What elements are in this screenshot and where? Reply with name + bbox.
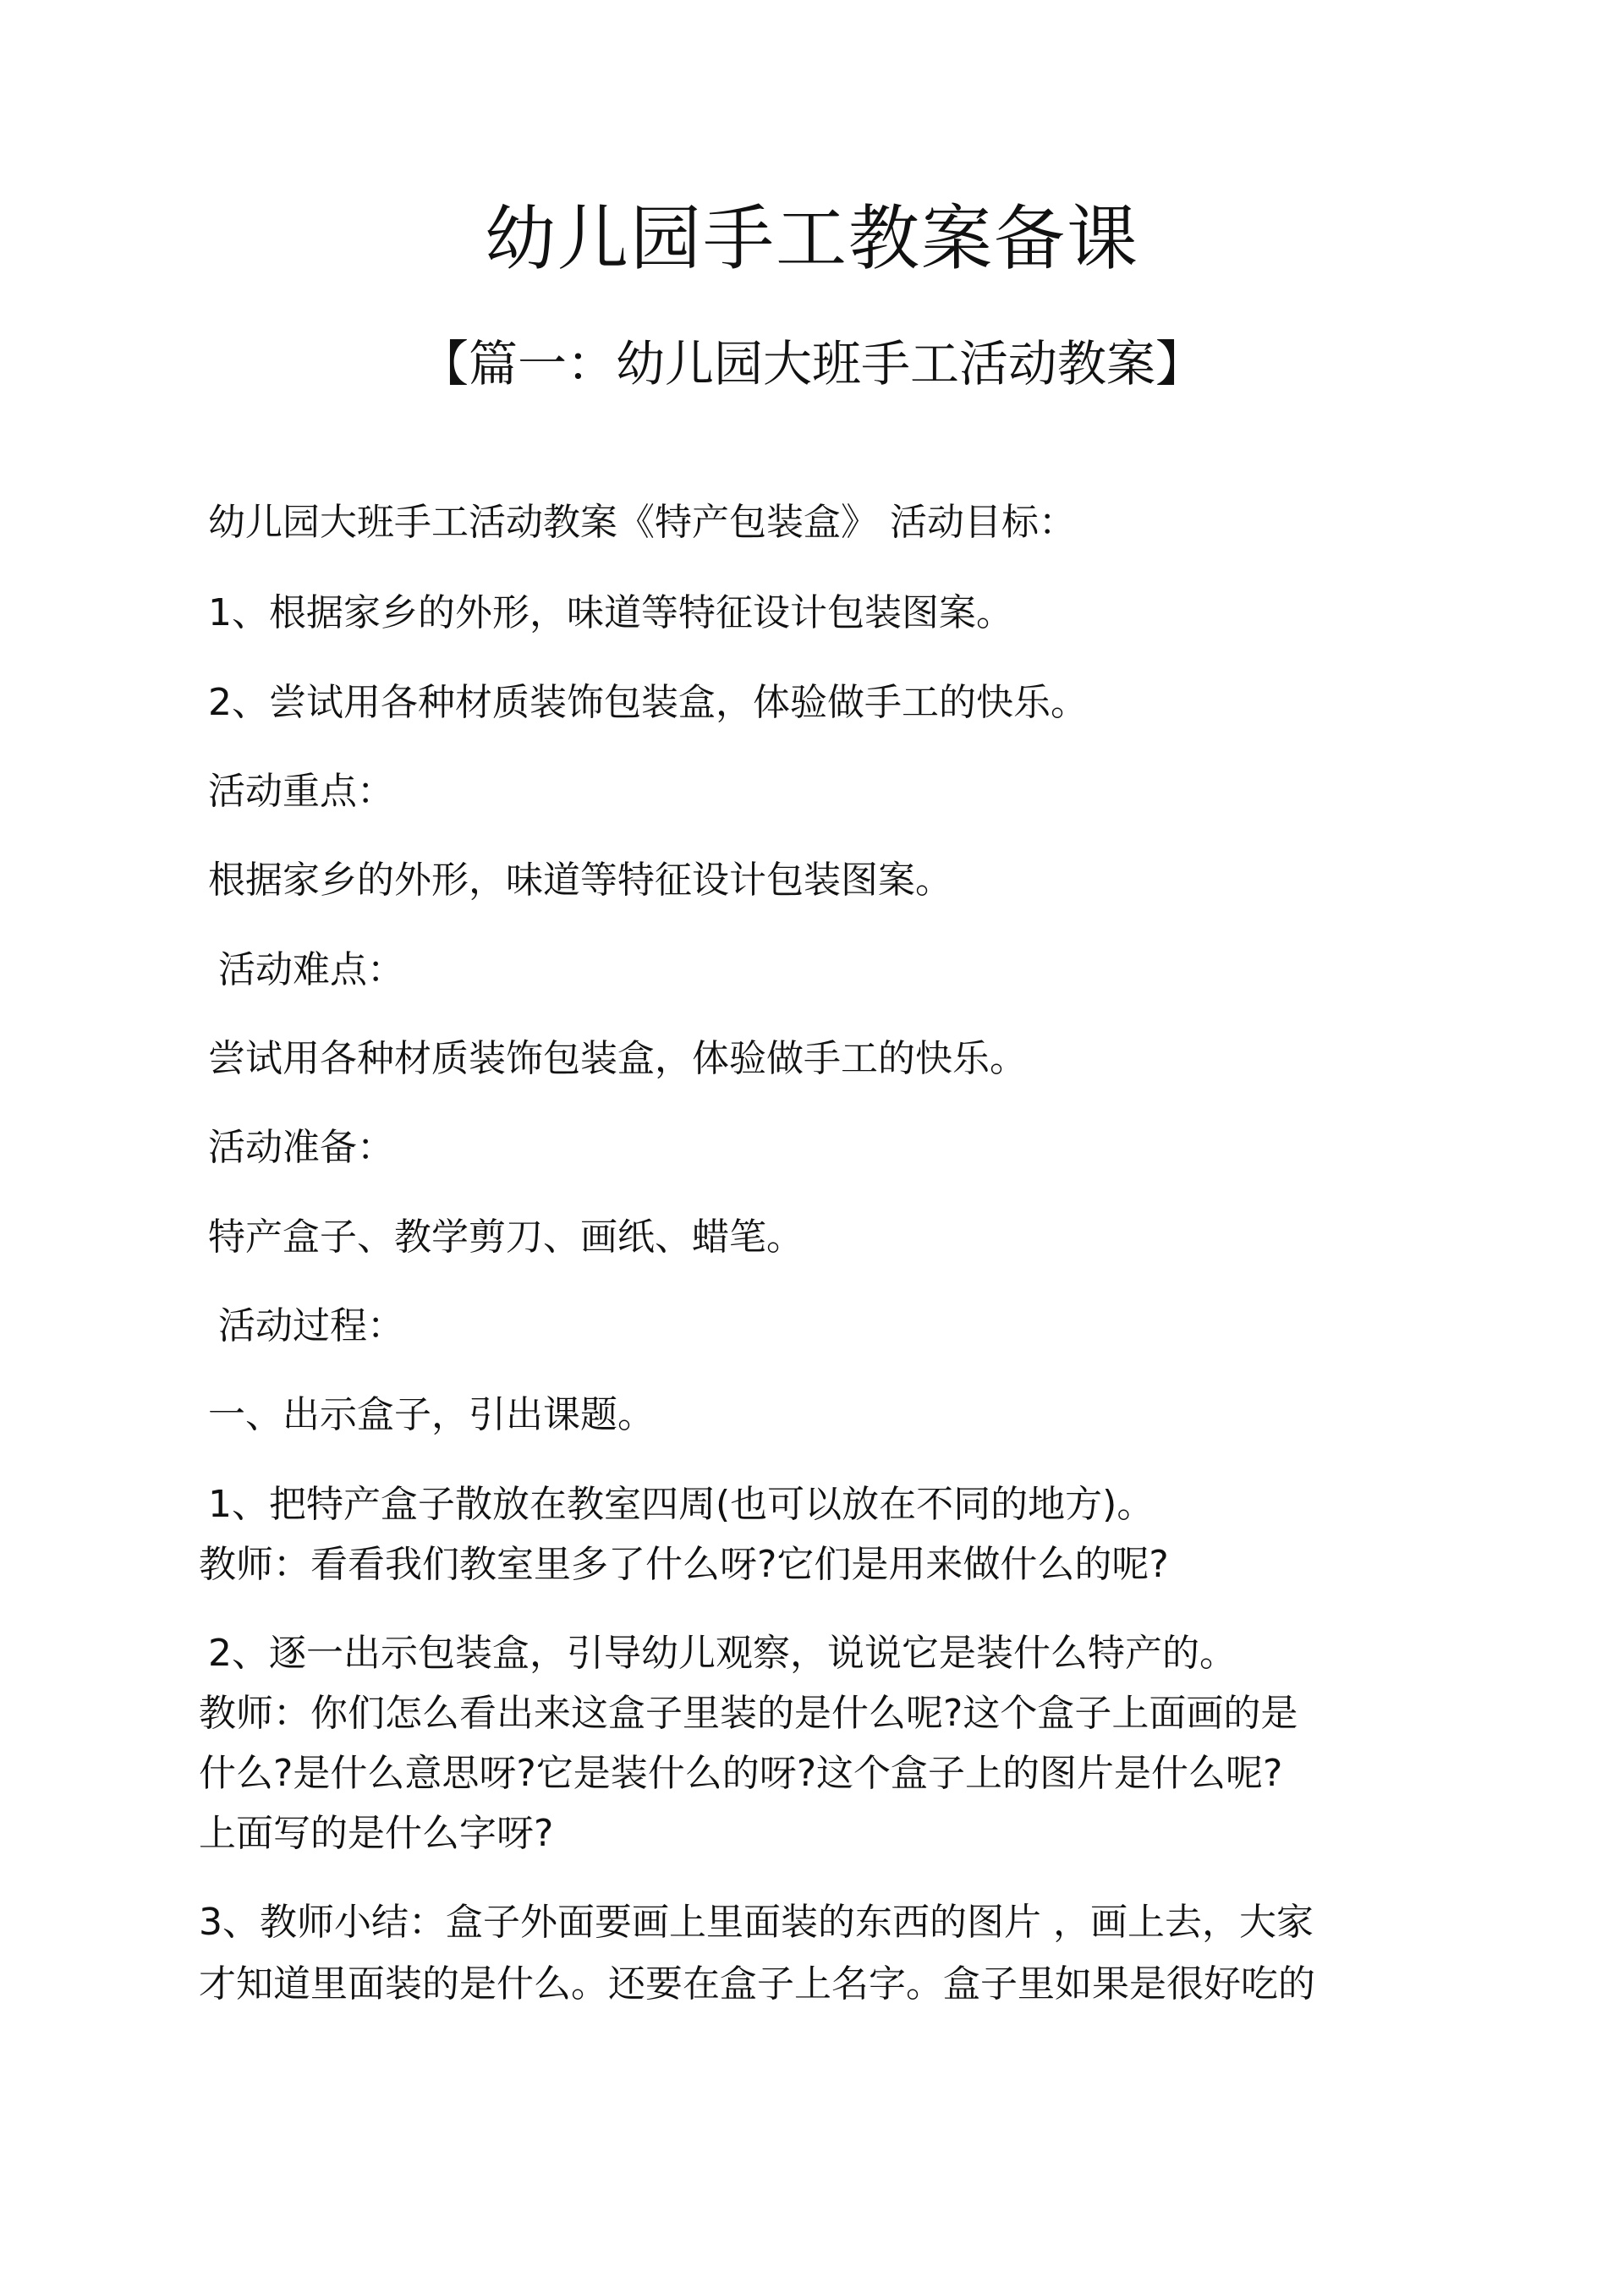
text-line: 2、逐一出示包装盒，引导幼儿观察，说说它是装什么特产的。 xyxy=(208,1632,1237,1675)
text-line: 1、把特产盒子散放在教室四周(也可以放在不同的地方)。 xyxy=(208,1483,1155,1526)
text-line: 3、教师小结：盒子外面要画上里面装的东西的图片 ，画上去，大家 xyxy=(199,1901,1314,1944)
text-line: 2、尝试用各种材质装饰包装盒，体验做手工的快乐。 xyxy=(208,681,1088,724)
text-line: 幼儿园大班手工活动教案《特产包装盒》 活动目标： xyxy=(208,501,1076,544)
text-line: 教师：你们怎么看出来这盒子里装的是什么呢?这个盒子上面画的是 xyxy=(199,1692,1298,1735)
section-heading: 活动准备： xyxy=(208,1126,394,1169)
text-line: 上面写的是什么字呀? xyxy=(199,1812,554,1855)
text-line: 尝试用各种材质装饰包装盒，体验做手工的快乐。 xyxy=(208,1037,1027,1080)
text-line: 才知道里面装的是什么。还要在盒子上名字。盒子里如果是很好吃的 xyxy=(199,1962,1315,2006)
document-title: 幼儿园手工教案备课 xyxy=(484,197,1139,280)
section-heading: 活动重点： xyxy=(208,770,394,813)
text-line: 一、出示盒子，引出课题。 xyxy=(208,1393,655,1436)
text-line: 特产盒子、教学剪刀、画纸、蜡笔。 xyxy=(208,1216,804,1259)
document-subtitle: 【篇一：幼儿园大班手工活动教案】 xyxy=(419,335,1204,392)
text-line: 根据家乡的外形，味道等特征设计包装图案。 xyxy=(208,859,952,902)
text-line: 教师：看看我们教室里多了什么呀?它们是用来做什么的呢? xyxy=(199,1543,1169,1586)
text-line: 1、根据家乡的外形，味道等特征设计包装图案。 xyxy=(208,591,1013,634)
section-heading: 活动过程： xyxy=(218,1304,404,1347)
text-line: 什么?是什么意思呀?它是装什么的呀?这个盒子上的图片是什么呢? xyxy=(199,1752,1283,1795)
section-heading: 活动难点： xyxy=(218,948,404,991)
